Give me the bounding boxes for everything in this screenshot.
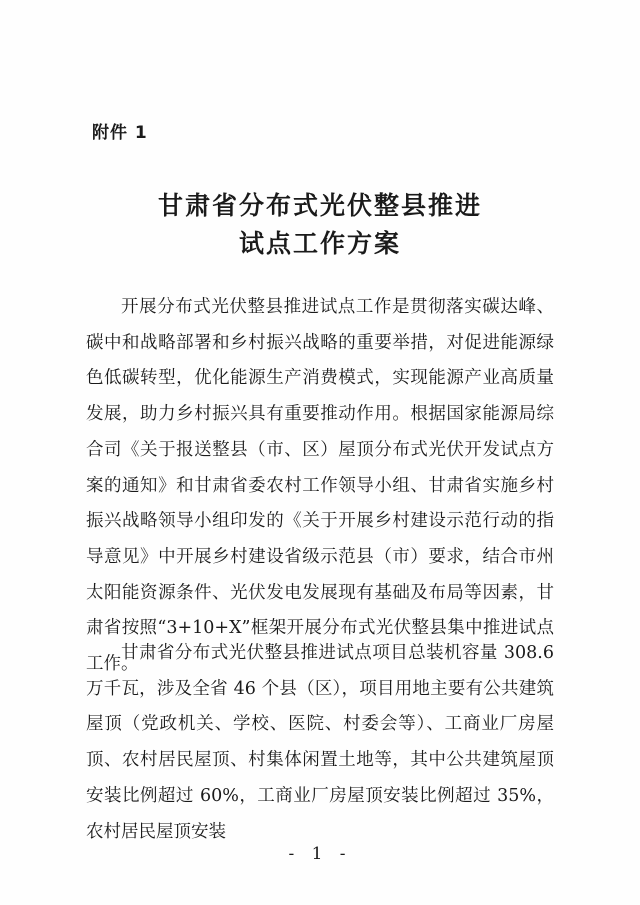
attachment-label: 附件 1 — [92, 123, 148, 143]
document-title-line-2: 试点工作方案 — [238, 229, 401, 258]
body-paragraph-2: 甘肃省分布式光伏整县推进试点项目总装机容量 308.6 万千瓦，涉及全省 46 个县（区），项目用地主要有公共建筑屋顶（党政机关、学校、医院、村委会等）、工商业厂房屋顶、农村居民屋顶、村集体闲置土地等，其中公共建筑屋顶安装比例超过 60%，工商业厂房屋顶安装比例超过 35%，农村居民屋顶安装 — [86, 643, 554, 842]
document-title-line-1: 甘肃省分布式光伏整县推进 — [157, 191, 482, 220]
page-number: - 1 - — [288, 844, 352, 864]
body-paragraph-1: 开展分布式光伏整县推进试点工作是贯彻落实碳达峰、碳中和战略部署和乡村振兴战略的重要举措，对促进能源绿色低碳转型，优化能源生产消费模式，实现能源产业高质量发展，助力乡村振兴具有重要推动作用。根据国家能源局综合司《关于报送整县（市、区）屋顶分布式光伏开发试点方案的通知》和甘肃省委农村工作领导小组、甘肃省实施乡村振兴战略领导小组印发的《关于开展乡村建设示范行动的指导意见》中开展乡村建设省级示范县（市）要求，结合市州太阳能资源条件、光伏发电发展现有基础及布局等因素，甘肃省按照“3+10+X”框架开展分布式光伏整县集中推进试点工作。 — [86, 297, 554, 675]
